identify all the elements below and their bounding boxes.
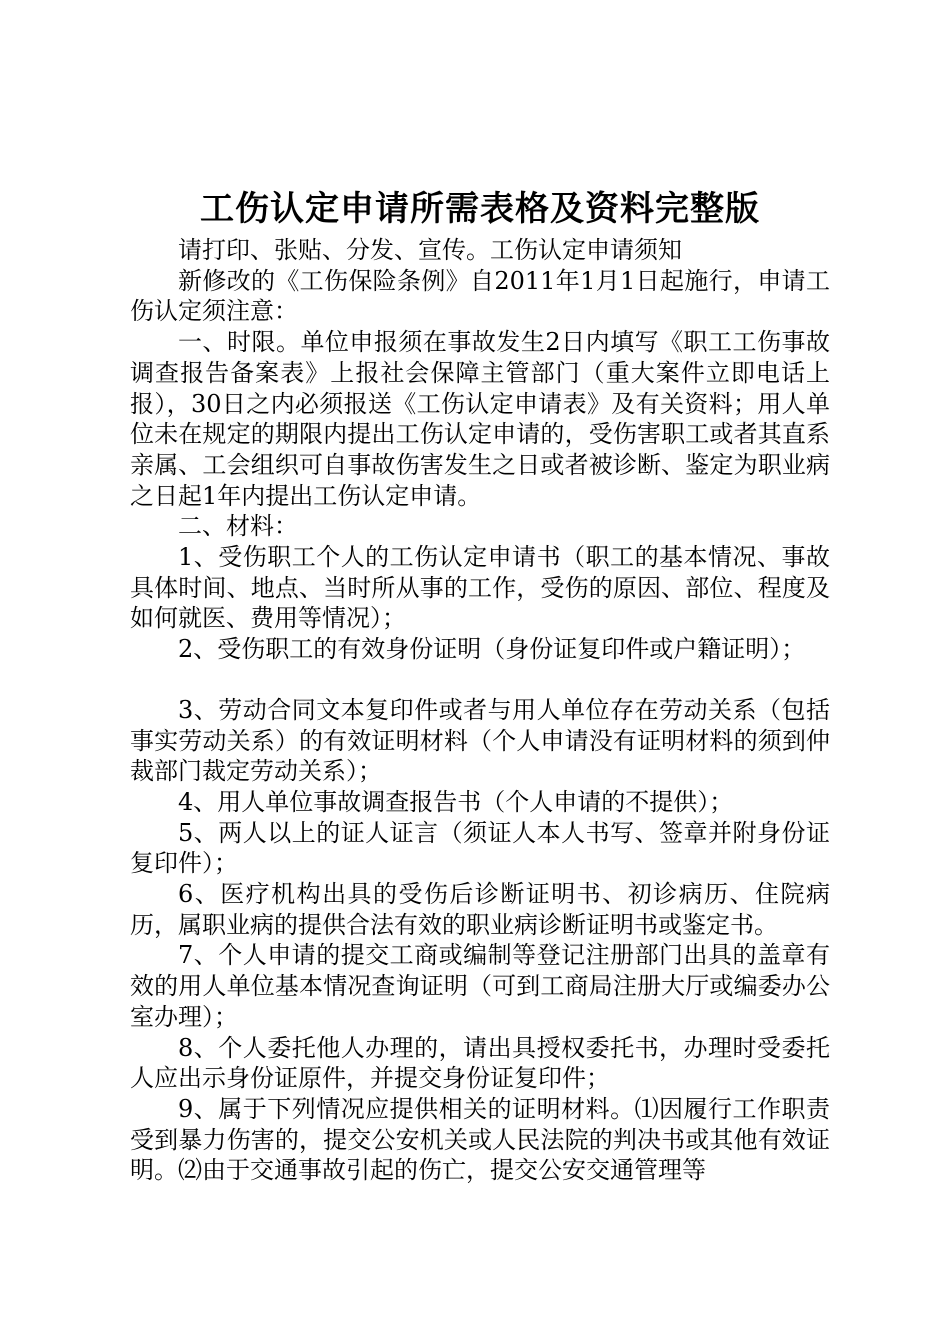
paragraph-item-5: 5、两人以上的证人证言（须证人本人书写、签章并附身份证复印件）； [130,818,830,878]
paragraph-item-7: 7、个人申请的提交工商或编制等登记注册部门出具的盖章有效的用人单位基本情况查询证明（可到工商局注册大厅或编委办公室办理）； [130,941,830,1031]
paragraph-item-1: 1、受伤职工个人的工伤认定申请书（职工的基本情况、事故具体时间、地点、当时所从事的工作，受伤的原因、部位、程度及如何就医、费用等情况）； [130,543,830,633]
paragraph-item-3: 3、劳动合同文本复印件或者与用人单位存在劳动关系（包括事实劳动关系）的有效证明材料（个人申请没有证明材料的须到仲裁部门裁定劳动关系）； [130,695,830,786]
paragraph-notice-heading: 请打印、张贴、分发、宣传。工伤认定申请须知 [178,236,682,264]
paragraph-item-9: 9、属于下列情况应提供相关的证明材料。⑴因履行工作职责受到暴力伤害的，提交公安机关或人民法院的判决书或其他有效证明。⑵由于交通事故引起的伤亡，提交公安交通管理等 [130,1094,830,1185]
paragraph-materials-heading: 二、材料： [178,512,298,541]
paragraph-item-6: 6、医疗机构出具的受伤后诊断证明书、初诊病历、住院病历，属职业病的提供合法有效的职业病诊断证明书或鉴定书。 [130,880,830,939]
paragraph-time-limit: 一、时限。单位申报须在事故发生2日内填写《职工工伤事故调查报告备案表》上报社会保障主管部门（重大案件立即电话上报），30日之内必须报送《工伤认定申请表》及有关资料；用人单位未在规定的期限内提出工伤认定申请的，受伤害职工或者其直系亲属、工会组织可自事故伤害发生之日或者被诊断、鉴定为职业病之日起1年内提出工伤认定申请。 [130,328,830,510]
paragraph-item-4: 4、用人单位事故调查报告书（个人申请的不提供）； [178,787,734,816]
blank-line [130,665,830,695]
paragraph-item-2: 2、受伤职工的有效身份证明（身份证复印件或户籍证明）； [178,635,806,664]
paragraph-regulation-intro: 新修改的《工伤保险条例》自2011年1月1日起施行，申请工伤认定须注意： [130,266,830,326]
paragraph-item-8: 8、个人委托他人办理的，请出具授权委托书，办理时受委托人应出示身份证原件，并提交身份证复印件； [130,1033,830,1093]
document-title: 工伤认定申请所需表格及资料完整版 [200,189,760,229]
document-page [130,183,830,1186]
